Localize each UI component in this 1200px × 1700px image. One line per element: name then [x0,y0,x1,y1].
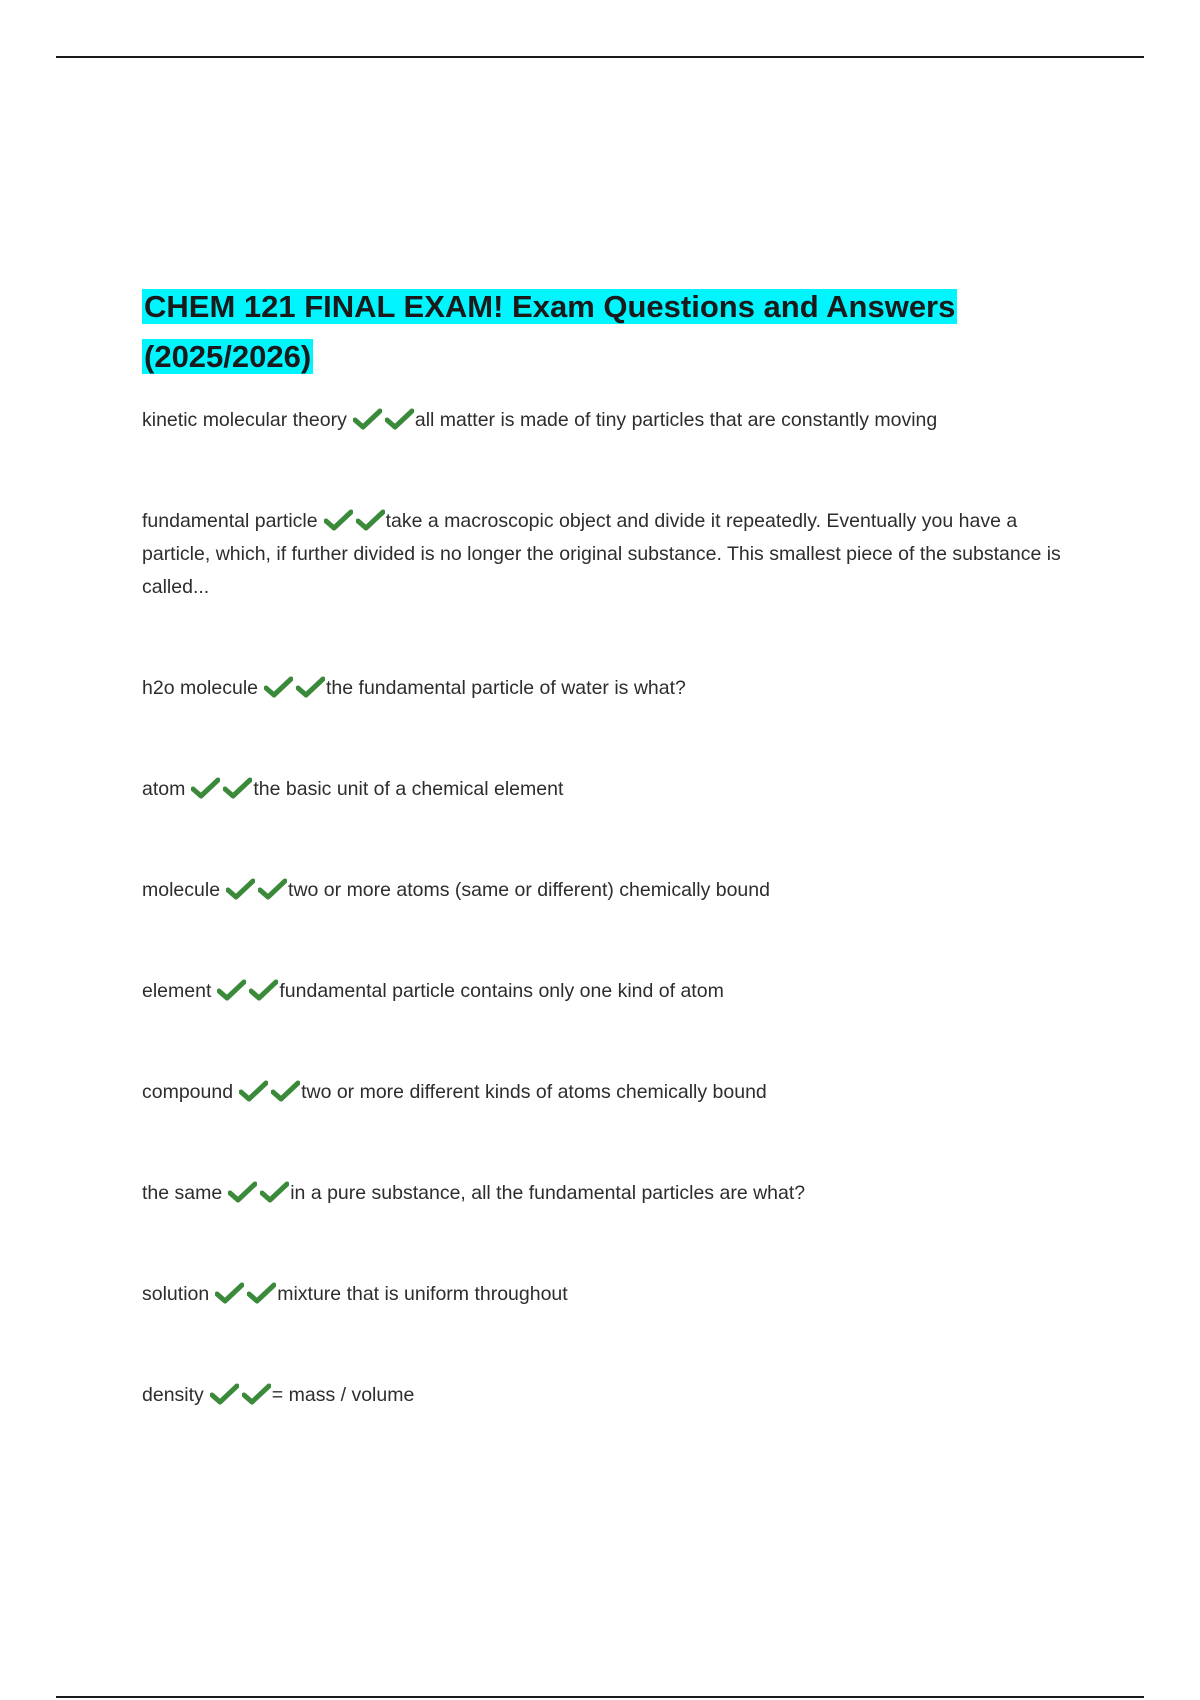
check-icon [296,676,325,698]
check-icon [385,408,414,430]
qa-term: molecule [142,879,221,901]
double-check-icon [228,1181,289,1203]
check-icon [249,979,278,1001]
qa-definition: two or more atoms (same or different) chemically bound [288,879,770,901]
check-icon [217,979,246,1001]
qa-item [142,975,1062,1008]
qa-item [142,672,1062,705]
qa-definition: the basic unit of a chemical element [253,778,564,800]
check-icon [264,676,293,698]
double-check-icon [264,676,325,698]
qa-item [142,1379,1062,1412]
double-check-icon [217,979,278,1001]
qa-definition: fundamental particle contains only one kind of atom [279,980,724,1002]
check-icon [247,1282,276,1304]
qa-item [142,874,1062,907]
qa-definition: = mass / volume [271,1384,415,1406]
double-check-icon [239,1080,300,1102]
check-icon [260,1181,289,1203]
qa-item [142,1076,1062,1109]
check-icon [228,1181,257,1203]
double-check-icon [215,1282,276,1304]
double-check-icon [353,408,414,430]
footer-rule [56,1696,1144,1698]
double-check-icon [226,878,287,900]
qa-definition: two or more different kinds of atoms chemically bound [301,1081,767,1103]
double-check-icon [210,1383,271,1405]
qa-item [142,1278,1062,1311]
qa-term: the same [142,1182,223,1204]
double-check-icon [191,777,252,799]
check-icon [239,1080,268,1102]
document-body [142,282,1062,1480]
qa-term: density [142,1384,204,1406]
title-highlight [142,289,957,374]
qa-term: h2o molecule [142,677,258,699]
check-icon [210,1383,239,1405]
check-icon [226,878,255,900]
qa-term: fundamental particle [142,510,318,532]
qa-item [142,505,1062,604]
check-icon [324,509,353,531]
header-rule [56,56,1144,58]
qa-item [142,1177,1062,1210]
qa-definition: take a macroscopic object and divide it repeatedly. Eventually you have a particle, which, if further divided is no longer the original substance. This smallest piece of the substance is called... [142,510,1061,598]
qa-term: element [142,980,212,1002]
qa-term: kinetic molecular theory [142,409,347,431]
check-icon [215,1282,244,1304]
check-icon [353,408,382,430]
title-line-1: CHEM 121 FINAL EXAM! Exam Questions and Answers [144,289,956,324]
check-icon [191,777,220,799]
qa-term: atom [142,778,186,800]
check-icon [242,1383,271,1405]
title-line-2: (2025/2026) [144,339,312,374]
double-check-icon [324,509,385,531]
qa-definition: mixture that is uniform throughout [277,1283,568,1305]
check-icon [271,1080,300,1102]
check-icon [356,509,385,531]
qa-term: compound [142,1081,234,1103]
qa-item [142,404,1062,437]
qa-list [142,404,1062,1412]
document-title [142,282,1062,382]
check-icon [223,777,252,799]
qa-definition: the fundamental particle of water is what? [326,677,686,699]
qa-item [142,773,1062,806]
check-icon [258,878,287,900]
qa-definition: all matter is made of tiny particles that are constantly moving [414,409,938,431]
qa-definition: in a pure substance, all the fundamental particles are what? [290,1182,806,1204]
qa-term: solution [142,1283,210,1305]
